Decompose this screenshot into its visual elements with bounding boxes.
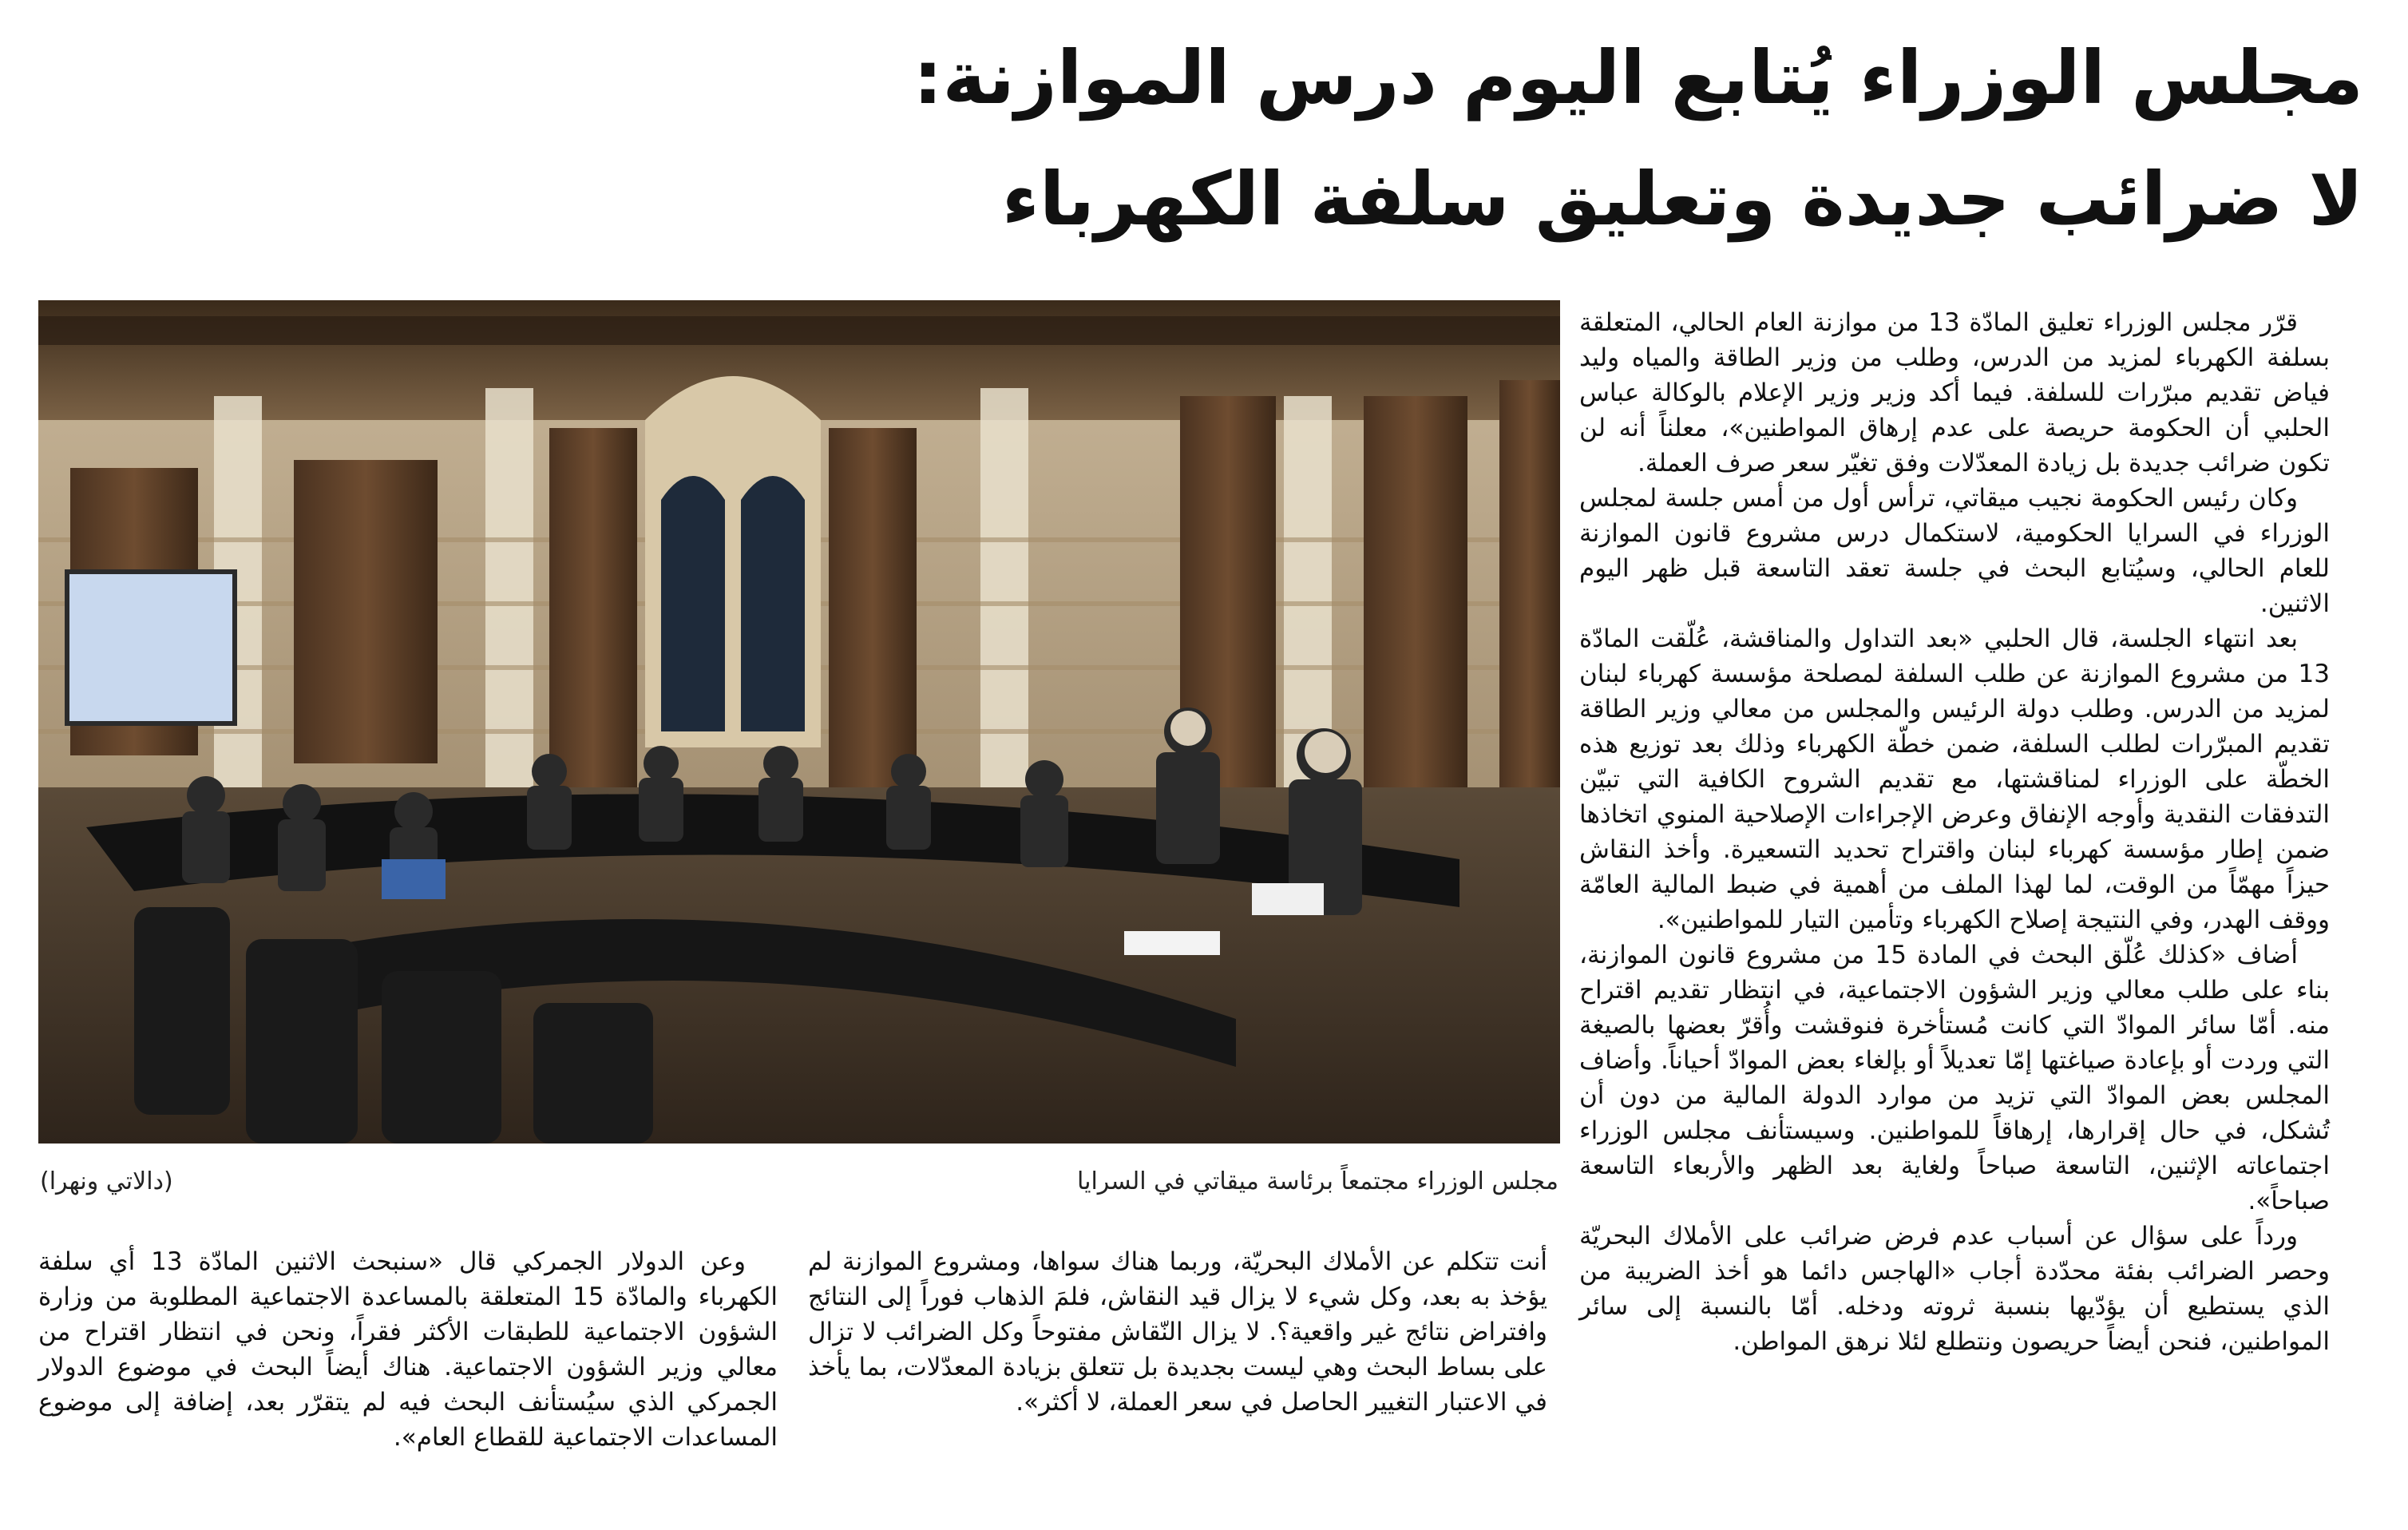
article-column-right <box>1579 305 2330 1359</box>
article-column-left <box>38 1244 778 1455</box>
headline-line-1: مجلس الوزراء يُتابع اليوم درس الموازنة: <box>913 35 2363 121</box>
article-paragraph: بعد انتهاء الجلسة، قال الحلبي «بعد التداول والمناقشة، عُلّقت المادّة 13 من مشروع الموازنة عن طلب السلفة لمصلحة مؤسسة كهرباء لبنان لمزيد من الدرس. وطلب دولة الرئيس والمجلس من معالي وزير الطاقة تقديم المبرّرات لطلب السلفة، ضمن خطّة الكهرباء وذلك بعد توزيع هذه الخطّة على الوزراء لمناقشتها، مع تقديم الشروح الكافية التي تبيّن التدفقات النقدية وأوجه الإنفاق وعرض الإجراءات الإصلاحية المنوي اتخاذها ضمن إطار مؤسسة كهرباء لبنان واقتراح تحديد التسعيرة. وأخذ النقاش حيزاً مهمّاً من الوقت، لما لهذا الملف من أهمية في ضبط المالية العامّة ووقف الهدر، وفي النتيجة إصلاح الكهرباء وتأمين التيار للمواطنين». <box>1579 624 2330 934</box>
photo-caption: مجلس الوزراء مجتمعاً برئاسة ميقاتي في السرايا <box>1076 1167 1558 1195</box>
article-column-middle <box>808 1244 1547 1420</box>
article-paragraph: أنت تتكلم عن الأملاك البحريّة، وربما هناك سواها، ومشروع الموازنة لم يؤخذ به بعد، وكل شيء لا يزال قيد النقاش، فلمَ الذهاب فوراً إلى النتائج وافتراض نتائج غير واقعية؟. لا يزال النّقاش مفتوحاً وكل الضرائب لا تزال على بساط البحث وهي ليست بجديدة بل تتعلق بزيادة المعدّلات، بما يأخذ في الاعتبار التغيير الحاصل في سعر العملة، لا أكثر». <box>808 1247 1547 1417</box>
photo-credit: (دالاتي ونهرا) <box>40 1167 173 1195</box>
cabinet-meeting-photo <box>38 300 1560 1144</box>
article-paragraph: أضاف «كذلك عُلّق البحث في المادة 15 من مشروع قانون الموازنة، بناء على طلب معالي وزير الشؤون الاجتماعية، في انتظار تقديم اقتراح منه. أمّا سائر الموادّ التي كانت مُستأخرة فنوقشت وأُقرّ بعضها بالصيغة التي وردت أو بإعادة صياغتها إمّا تعديلاً أو بإلغاء بعض الموادّ أحياناً. وأضاف المجلس بعض الموادّ التي تزيد من موارد الدولة المالية من دون أن تُشكل، في حال إقرارها، إرهاقاً للمواطنين. وسيستأنف مجلس الوزراء اجتماعاته الإثنين، التاسعة صباحاً ولغاية بعد الظهر والأربعاء التاسعة صباحاً». <box>1579 941 2330 1215</box>
article-paragraph: قرّر مجلس الوزراء تعليق المادّة 13 من موازنة العام الحالي، المتعلقة بسلفة الكهرباء لمزيد من الدرس، وطلب من وزير الطاقة والمياه وليد فياض تقديم مبرّرات للسلفة. فيما أكد وزير وزير الإعلام بالوكالة عباس الحلبي أن الحكومة حريصة على عدم إرهاق المواطنين»، معلناً أنه لن تكون ضرائب جديدة بل زيادة المعدّلات وفق تغيّر سعر صرف العملة. <box>1579 308 2330 478</box>
article-paragraph: وكان رئيس الحكومة نجيب ميقاتي، ترأس أول من أمس جلسة لمجلس الوزراء في السرايا الحكومية، لاستكمال درس مشروع قانون الموازنة للعام الحالي، وسيُتابع البحث في جلسة تعقد التاسعة قبل ظهر اليوم الاثنين. <box>1579 484 2330 618</box>
article-paragraph: ورداً على سؤال عن أسباب عدم فرض ضرائب على الأملاك البحريّة وحصر الضرائب بفئة محدّدة أجاب «الهاجس دائما هو أخذ الضريبة من الذي يستطيع أن يؤدّيها بنسبة ثروته ودخله. أمّا بالنسبة إلى سائر المواطنين، فنحن أيضاً حريصون ونتطلع لئلا نرهق المواطن. <box>1579 1222 2330 1356</box>
headline-line-2: لا ضرائب جديدة وتعليق سلفة الكهرباء <box>1001 157 2363 242</box>
article-paragraph: وعن الدولار الجمركي قال «سنبحث الاثنين المادّة 13 أي سلفة الكهرباء والمادّة 15 المتعلقة بالمساعدة الاجتماعية المطلوبة من وزارة الشؤون الاجتماعية للطبقات الأكثر فقراً، ونحن في انتظار اقتراح من معالي وزير الشؤون الاجتماعية. هناك أيضاً البحث في موضوع الدولار الجمركي الذي سيُستأنف البحث فيه لم يتقرّر بعد، إضافة إلى موضوع المساعدات الاجتماعية للقطاع العام». <box>38 1247 778 1452</box>
